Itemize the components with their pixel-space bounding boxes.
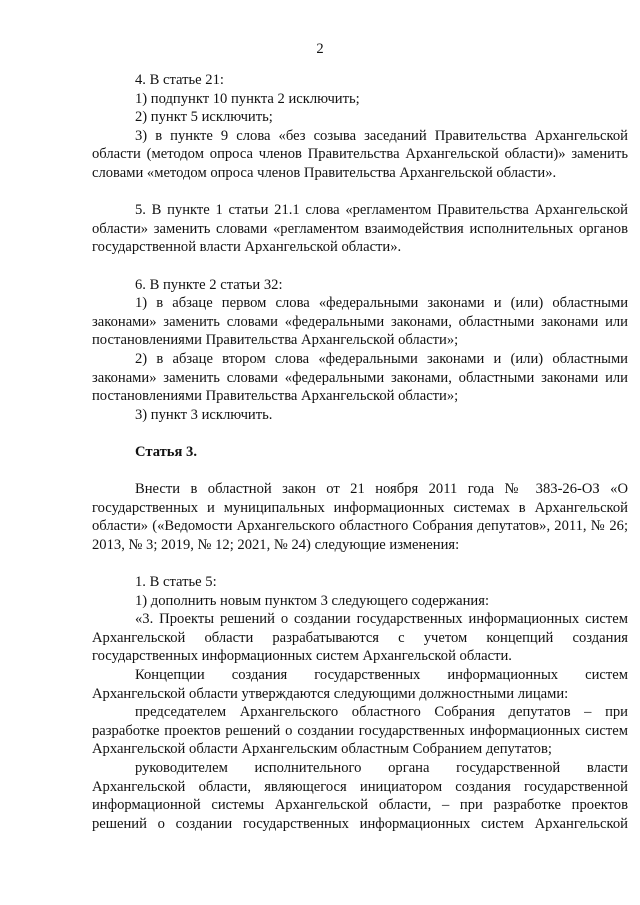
paragraph: 1) дополнить новым пунктом 3 следующего содержания: <box>135 592 490 609</box>
paragraph: 3) пункт 3 исключить. <box>135 406 273 423</box>
page-number: 2 <box>316 41 324 57</box>
paragraph: 2) в абзаце втором слова «федеральными законами и (или) областными законами» заменить словами «федеральными законами, областными законами или постановлениями Правительства Архангельской области»; <box>92 350 628 405</box>
paragraph: 4. В статье 21: <box>135 72 224 88</box>
paragraph: 2) пункт 5 исключить; <box>135 109 273 126</box>
paragraph: 3) в пункте 9 слова «без созыва заседаний Правительства Архангельской области (методом опроса членов Правительства Архангельской области)» заменить словами «методом опроса членов Правительства Архангельской области». <box>92 127 628 181</box>
paragraph: председателем Архангельского областного Собрания депутатов – при разработке проектов решений о создании государственных информационных систем Архангельской области Архангельским областным Собранием депутатов; <box>92 704 628 758</box>
paragraph: 1) подпункт 10 пункта 2 исключить; <box>135 90 360 107</box>
paragraph: Концепции создания государственных информационных систем Архангельской области утверждаются следующими должностными лицами: <box>92 667 628 702</box>
paragraph-spacer <box>92 183 628 202</box>
paragraph-spacer <box>92 257 628 276</box>
paragraph-spacer <box>92 424 628 443</box>
paragraph: 6. В пункте 2 статьи 32: <box>135 276 283 293</box>
article-heading: Статья 3. <box>135 443 197 460</box>
paragraph: «3. Проекты решений о создании государственных информационных систем Архангельской области разрабатываются с учетом концепций создания государственных информационных систем Архангельской области. <box>92 611 628 665</box>
paragraph: 5. В пункте 1 статьи 21.1 слова «регламентом Правительства Архангельской области» заменить словами «регламентом взаимодействия исполнительных органов государственной власти Архангельской области». <box>92 202 628 256</box>
paragraph-spacer <box>92 554 628 573</box>
paragraph-spacer <box>92 461 628 480</box>
paragraph: 1. В статье 5: <box>135 574 217 591</box>
paragraph: руководителем исполнительного органа государственной власти Архангельской области, являющегося инициатором создания государственной информационной системы Архангельской области, – при разработке проектов решений о создании государственных информационных систем Архангельской <box>92 759 628 832</box>
document-body <box>92 71 628 833</box>
paragraph: 1) в абзаце первом слова «федеральными законами и (или) областными законами» заменить словами «федеральными законами, областными законами или постановлениями Правительства Архангельской области»; <box>92 295 628 349</box>
paragraph: Внести в областной закон от 21 ноября 2011 года № 383-26-ОЗ «О государственных и муниципальных информационных системах в Архангельской области» («Ведомости Архангельского областного Собрания депутатов», 2011, № 26; 2013, № 3; 2019, № 12; 2021, № 24) следующие изменения: <box>92 481 628 553</box>
